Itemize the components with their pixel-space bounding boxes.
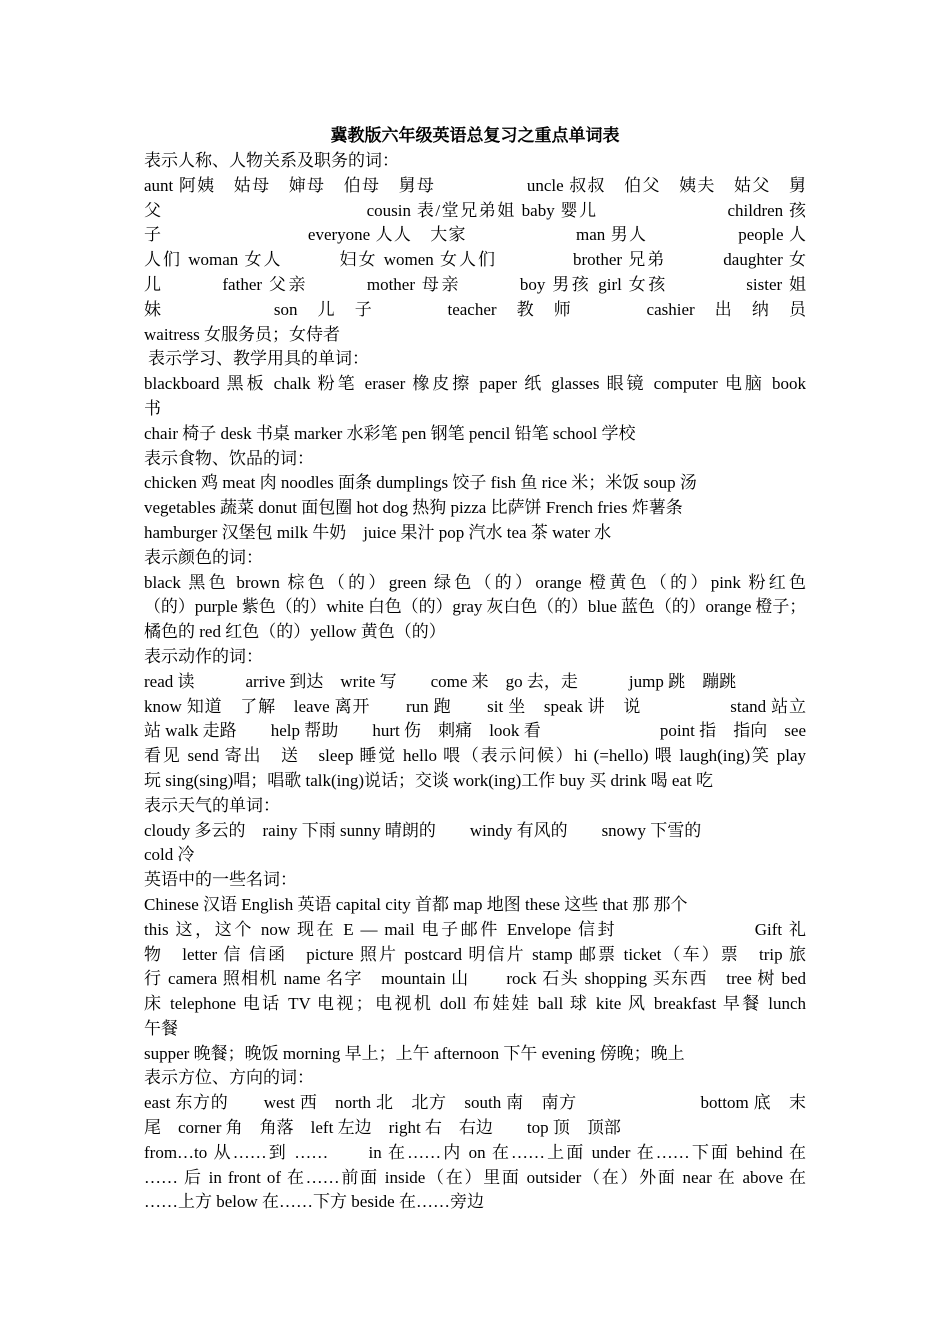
text-line: supper 晚餐；晚饭 morning 早上；上午 afternoon 下午 evening 傍晚；晚上: [144, 1043, 685, 1063]
text-line: 表示学习、教学用具的单词：: [148, 349, 369, 369]
text-line: 表示动作的词：: [144, 646, 263, 666]
text-line: 人们 woman 女人 妇女 women 女人们 brother 兄弟 daughter 女: [144, 250, 806, 270]
text-line: 床 telephone 电话 TV 电视；电视机 doll 布娃娃 ball 球 kite 风 breakfast 早餐 lunch: [144, 994, 806, 1014]
text-line: hamburger 汉堡包 milk 牛奶 juice 果汁 pop 汽水 tea 茶 water 水: [144, 522, 612, 542]
text-line: read 读 arrive 到达 write 写 come 来 go 去，走 jump 跳 蹦跳: [144, 671, 737, 691]
text-line: 表示颜色的词：: [144, 547, 263, 567]
text-line: 表示方位、方向的词：: [144, 1068, 314, 1088]
text-line: aunt 阿姨 姑母 婶母 伯母 舅母 uncle 叔叔 伯父 姨夫 姑父 舅: [144, 175, 806, 195]
document-body: [144, 149, 806, 1215]
text-line: vegetables 蔬菜 donut 面包圈 hot dog 热狗 pizza 比萨饼 French fries 炸薯条: [144, 498, 683, 518]
text-line: waitress 女服务员；女侍者: [144, 324, 340, 344]
text-line: 玩 sing(sing)唱；唱歌 talk(ing)说话；交谈 work(ing)工作 buy 买 drink 喝 eat 吃: [144, 770, 713, 790]
text-line: 橘色的 red 红色（的）yellow 黄色（的）: [144, 622, 446, 642]
text-line: this 这，这个 now 现在 E — mail 电子邮件 Envelope 信封 Gift 礼: [144, 919, 806, 939]
text-line: cloudy 多云的 rainy 下雨 sunny 晴朗的 windy 有风的 snowy 下雪的: [144, 820, 702, 840]
text-line: blackboard 黑板 chalk 粉笔 eraser 橡皮擦 paper 纸 glasses 眼镜 computer 电脑 book: [144, 374, 806, 394]
text-line: know 知道 了解 leave 离开 run 跑 sit 坐 speak 讲 说 stand 站立: [144, 696, 806, 716]
text-line: 父 cousin 表/堂兄弟姐 baby 婴儿 children 孩: [144, 200, 806, 220]
text-line: 午餐: [144, 1018, 178, 1038]
text-line: 表示天气的单词：: [144, 795, 280, 815]
text-line: 物 letter 信 信函 picture 照片 postcard 明信片 stamp 邮票 ticket（车）票 trip 旅: [144, 944, 806, 964]
text-line: chicken 鸡 meat 肉 noodles 面条 dumplings 饺子 fish 鱼 rice 米；米饭 soup 汤: [144, 473, 697, 493]
text-line: 站 walk 走路 help 帮助 hurt 伤 刺痛 look 看 point 指 指向 see: [144, 721, 806, 741]
text-line: Chinese 汉语 English 英语 capital city 首都 map 地图 these 这些 that 那 那个: [144, 894, 688, 914]
text-line: …… 后 in front of 在……前面 inside（在）里面 outsider（在）外面 near 在 above 在: [144, 1167, 806, 1187]
text-line: ……上方 below 在……下方 beside 在……旁边: [144, 1192, 484, 1212]
text-line: 书: [144, 398, 161, 418]
text-line: 表示食物、饮品的词：: [144, 448, 314, 468]
text-line: 子 everyone 人人 大家 man 男人 people 人: [144, 225, 806, 245]
text-line: cold 冷: [144, 845, 195, 865]
text-line: 妹 son 儿 子 teacher 教 师 cashier 出 纳 员: [144, 299, 806, 319]
document-title: 冀教版六年级英语总复习之重点单词表: [330, 126, 620, 145]
text-line: 表示人称、人物关系及职务的词：: [144, 151, 399, 170]
text-line: 英语中的一些名词：: [144, 870, 297, 890]
text-line: from…to 从……到 …… in 在……内 on 在……上面 under 在……下面 behind 在: [144, 1142, 806, 1162]
text-line: black 黑色 brown 棕色（的）green 绿色（的）orange 橙黄色（的）pink 粉红色: [144, 572, 806, 592]
text-line: 看见 send 寄出 送 sleep 睡觉 hello 喂（表示问候）hi (=hello) 喂 laugh(ing)笑 play: [144, 746, 806, 766]
text-line: 儿 father 父亲 mother 母亲 boy 男孩 girl 女孩 sister 姐: [144, 274, 806, 294]
text-line: （的）purple 紫色（的）white 白色（的）gray 灰白色（的）blue 蓝色（的）orange 橙子；: [144, 597, 807, 617]
text-line: 尾 corner 角 角落 left 左边 right 右 右边 top 顶 顶部: [144, 1118, 621, 1138]
text-line: 行 camera 照相机 name 名字 mountain 山 rock 石头 shopping 买东西 tree 树 bed: [144, 969, 806, 989]
text-line: east 东方的 west 西 north 北 北方 south 南 南方 bottom 底 末: [144, 1093, 806, 1113]
text-line: chair 椅子 desk 书桌 marker 水彩笔 pen 钢笔 pencil 铅笔 school 学校: [144, 423, 636, 443]
